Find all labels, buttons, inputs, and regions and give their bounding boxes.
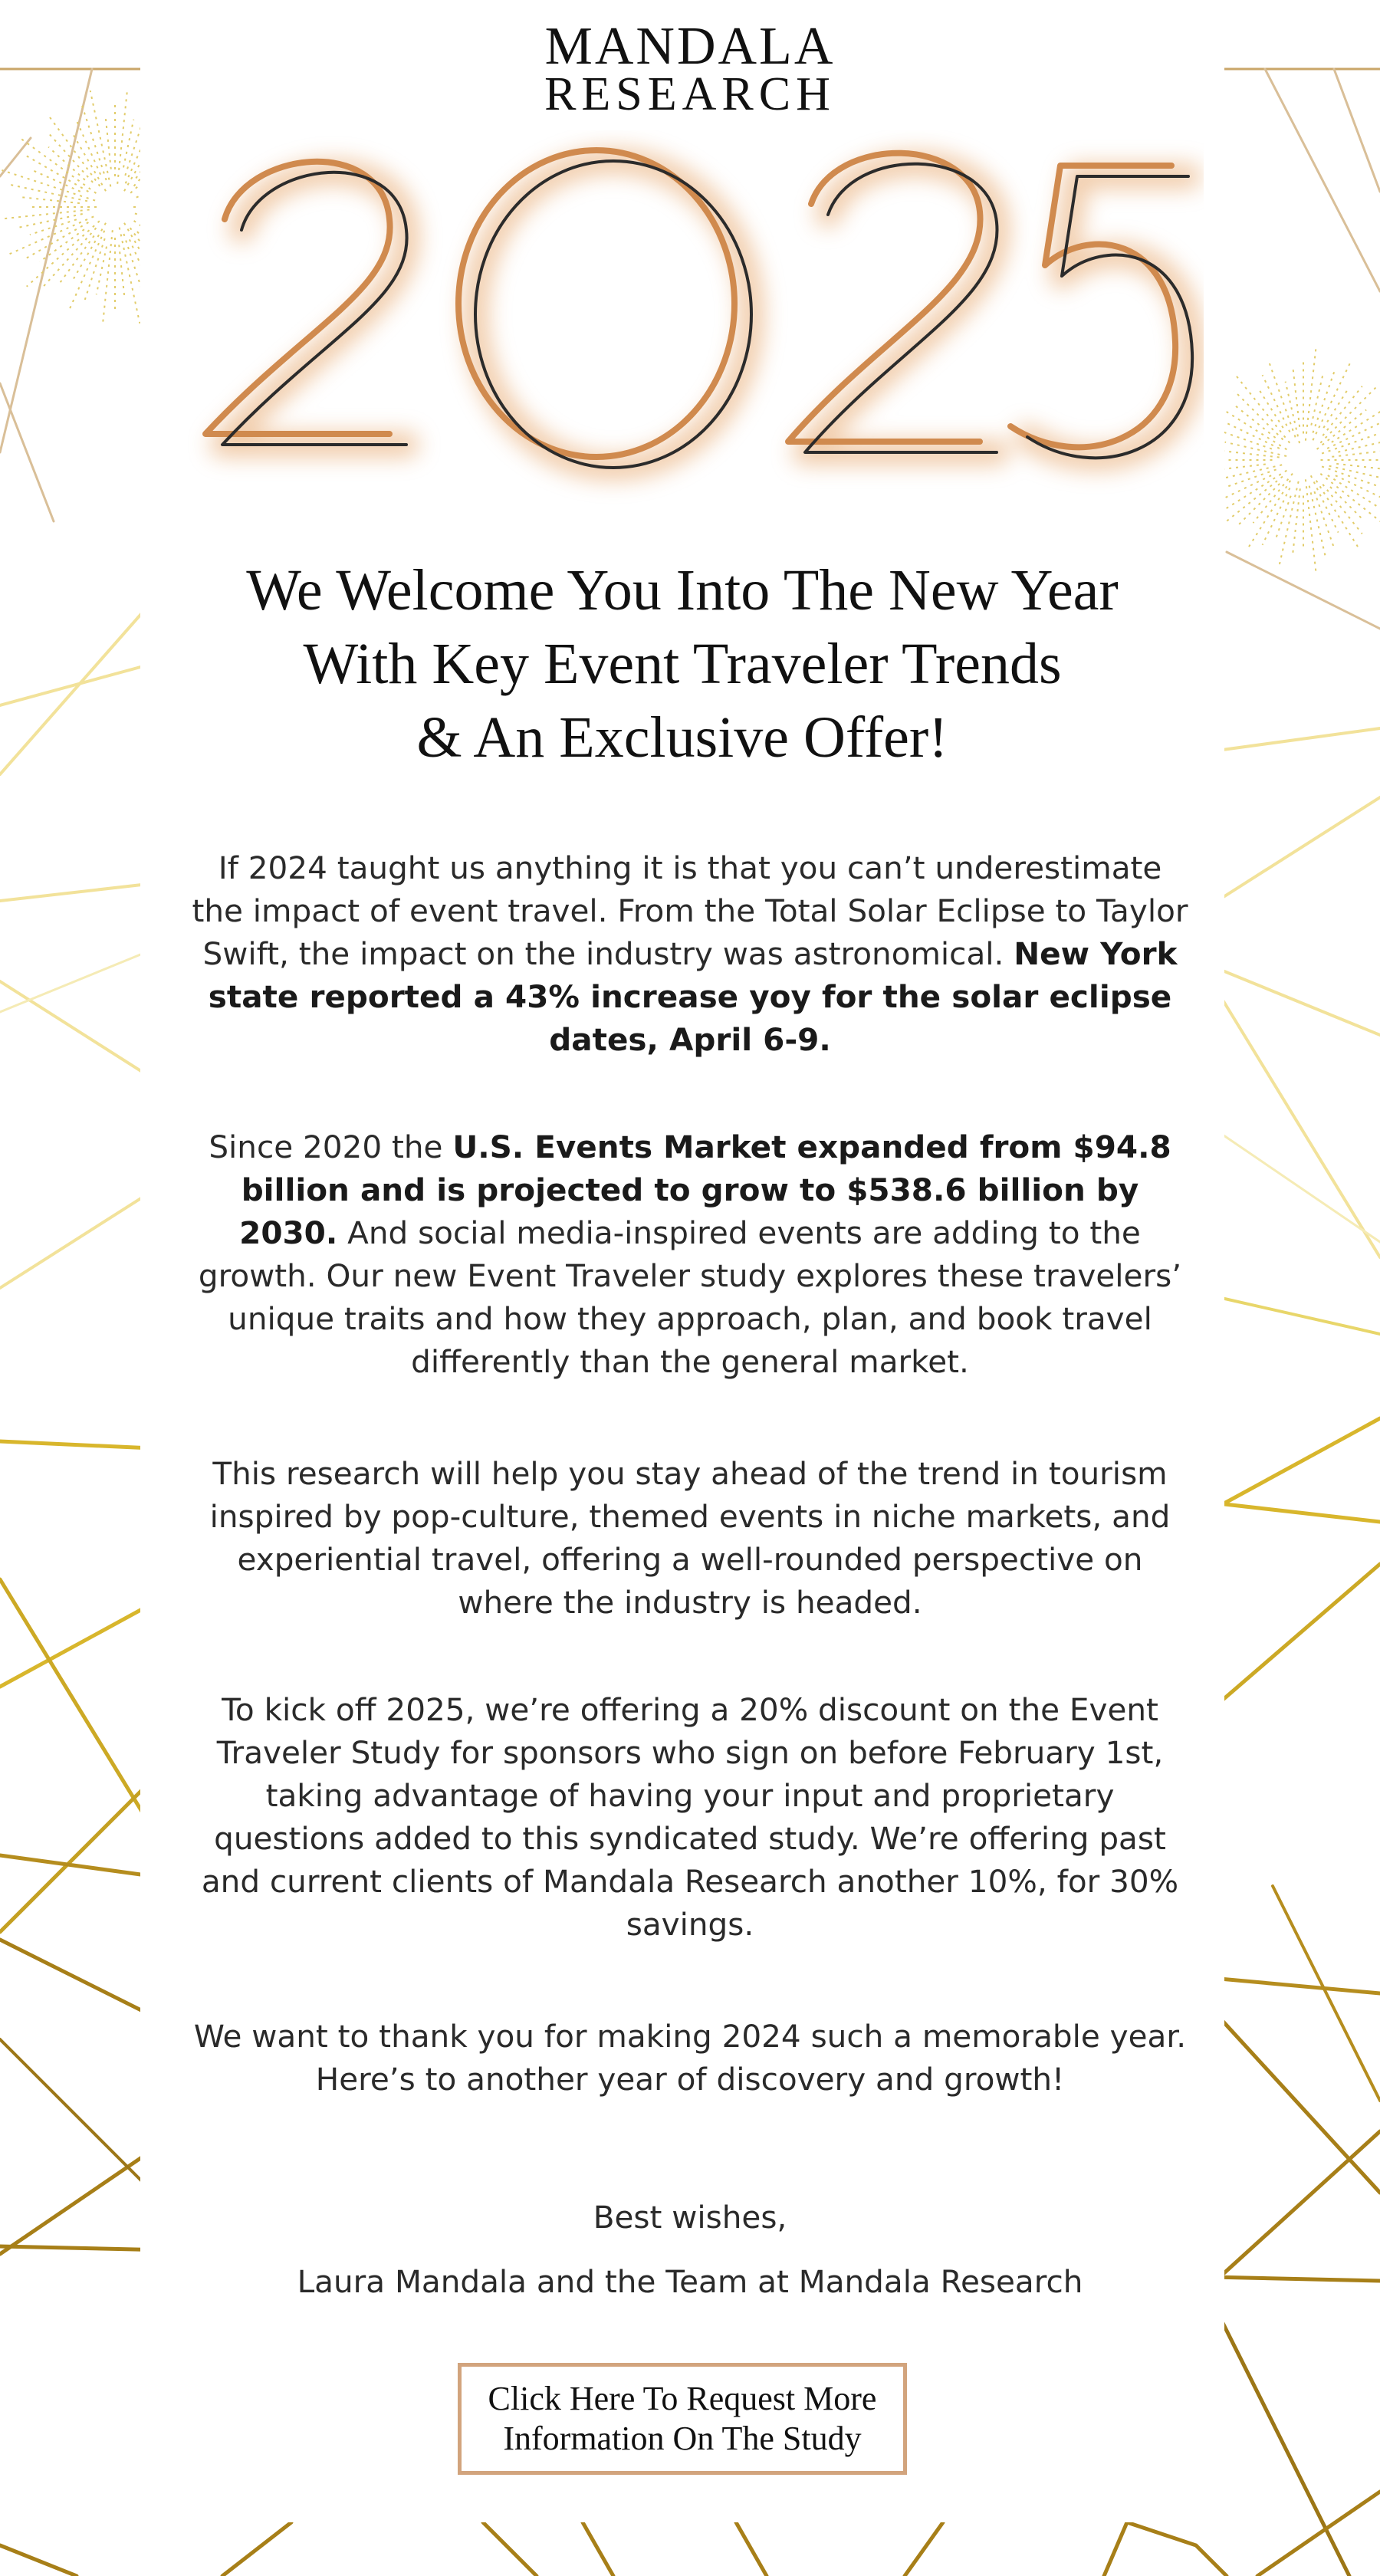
firework-spark	[1338, 441, 1380, 452]
firework-spark	[123, 120, 133, 168]
firework-spark	[1311, 375, 1322, 426]
firework-spark	[18, 197, 80, 203]
firework-spark	[1309, 486, 1326, 559]
firework-spark	[1236, 376, 1290, 443]
firework-spark	[105, 114, 111, 169]
firework-spark	[1259, 389, 1283, 428]
firework-spark	[1269, 361, 1296, 437]
paragraph-event-travel-impact	[192, 846, 1188, 1061]
hero-digit-5-shadow	[1010, 166, 1175, 447]
firework-spark	[1306, 349, 1316, 440]
paragraph-bold-stat: New York state reported a 43% increase yoy for the solar eclipse dates, April 6-9.	[208, 935, 1178, 1058]
firework-spark	[1293, 488, 1300, 557]
hero-digit-0	[475, 161, 751, 468]
firework-spark	[1317, 410, 1367, 450]
headline-line1: We Welcome You Into The New Year	[246, 558, 1119, 623]
firework-spark	[1313, 363, 1350, 440]
firework-spark	[1254, 474, 1293, 524]
firework-spark	[1320, 386, 1377, 443]
firework-spark	[1235, 406, 1276, 438]
brand-logo	[0, 17, 1380, 120]
firework-spark	[72, 133, 106, 191]
firework-spark	[1322, 386, 1362, 436]
request-info-button-line2: Information On The Study	[503, 2420, 862, 2457]
signature-text: Laura Mandala and the Team at Mandala Research	[297, 2263, 1083, 2300]
paragraph-events-market	[192, 1125, 1188, 1383]
firework-spark	[9, 185, 87, 202]
paragraph-bold-stat: U.S. Events Market expanded from $94.8 billion and is projected to grow to $538.6 billion by 2030.	[239, 1129, 1171, 1251]
firework-spark	[1330, 487, 1362, 519]
firework-spark	[25, 155, 88, 192]
request-info-button-line1: Click Here To Request More	[488, 2380, 877, 2417]
request-info-button[interactable]	[458, 2363, 907, 2475]
paragraph-text: And social media-inspired events are adding to the growth. Our new Event Traveler study explores these travelers’ unique traits and how they approach, plan, and book travel differently than the general market.	[198, 1214, 1182, 1380]
hero-digit-0-shadow	[458, 150, 734, 457]
headline-line2: With Key Event Traveler Trends	[303, 632, 1062, 696]
brand-logo-line1: MANDALA	[544, 17, 836, 76]
firework-spark	[103, 230, 113, 321]
firework-spark	[49, 117, 100, 186]
firework-spark	[76, 119, 101, 175]
firework-spark	[1220, 465, 1266, 470]
firework-spark	[1311, 475, 1339, 532]
firework-spark	[2, 170, 95, 201]
paragraph-lead: Since 2020 the	[209, 1129, 443, 1165]
closing-text: Best wishes,	[593, 2199, 787, 2236]
firework-spark	[1293, 370, 1300, 427]
firework-spark	[1224, 477, 1283, 524]
paragraph-text: If 2024 taught us anything it is that you can’t underestimate the impact of event travel. From the Total Solar Eclipse to Taylor Swift, the impact on the industry was astronomical.	[192, 849, 1188, 972]
firework-spark	[1328, 475, 1380, 512]
firework-spark	[1314, 491, 1333, 546]
firework-spark	[1247, 481, 1290, 549]
firework-spark	[70, 231, 105, 309]
firework-spark	[21, 140, 96, 194]
paragraph-thank-you: We want to thank you for making 2024 such a memorable year. Here’s to another year of discovery and growth!	[193, 2018, 1187, 2098]
firework-spark	[1320, 474, 1380, 527]
firework-spark	[58, 236, 94, 286]
firework-spark	[25, 222, 88, 259]
page-headline	[140, 554, 1224, 774]
brand-logo-line2: RESEARCH	[544, 68, 836, 120]
paragraph-discount-offer: To kick off 2025, we’re offering a 20% discount on the Event Traveler Study for sponsors who sign on before February 1st, taking advantage of having your input and proprietary questions added to this syndicated study. We’re offering past and current clients of Mandala Research another 10%, for 30% savings.	[201, 1691, 1179, 1943]
firework-spark	[97, 247, 107, 295]
hero-year-graphic	[176, 130, 1204, 529]
firework-spark	[119, 245, 125, 300]
firework-spark	[1332, 449, 1380, 457]
firework-spark	[4, 210, 89, 219]
firework-spark	[1225, 442, 1287, 456]
firework-spark	[1239, 484, 1280, 524]
headline-line3: & An Exclusive Offer!	[416, 705, 948, 770]
paragraph-research-benefits: This research will help you stay ahead of the trend in tourism inspired by pop-culture, themed events in niche markets, and experiential travel, offering a well-rounded perspective on where the industry is headed.	[209, 1455, 1171, 1621]
